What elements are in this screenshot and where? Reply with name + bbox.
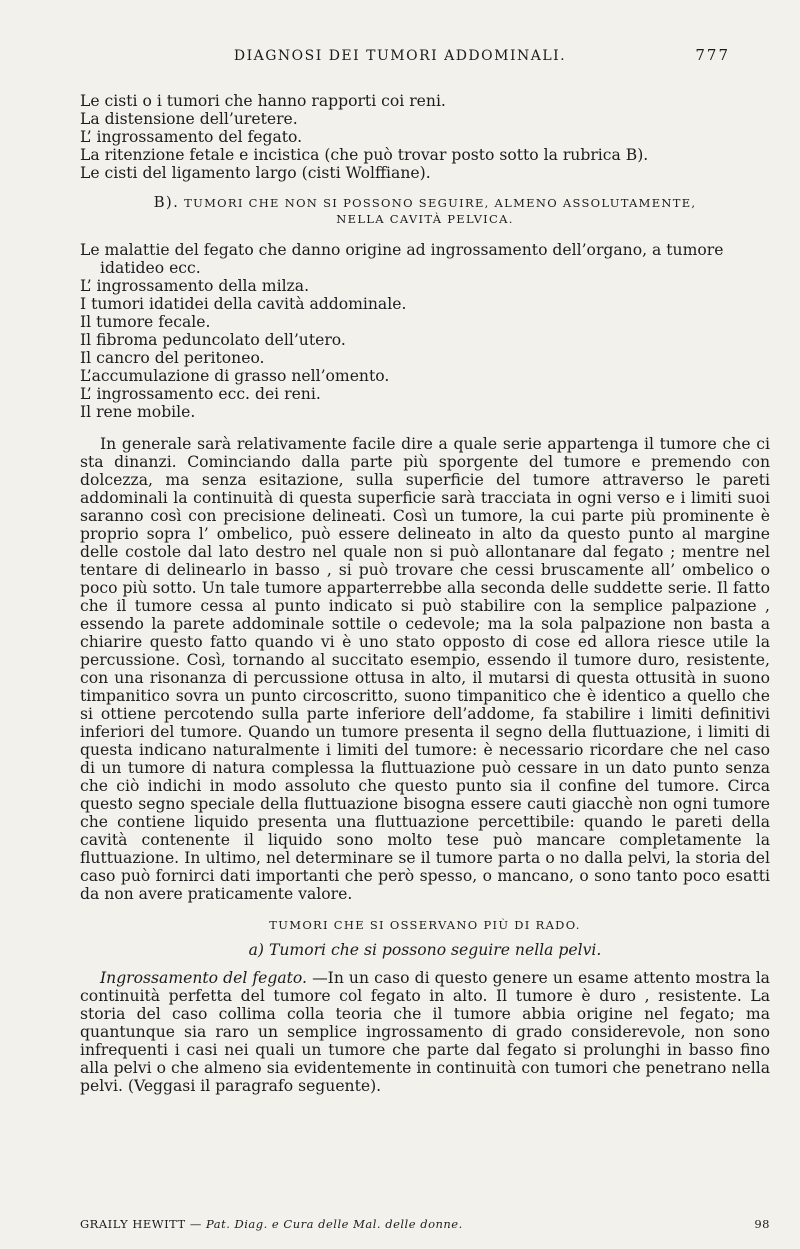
page-footer [80, 1217, 770, 1231]
list-item: I tumori idatidei della cavità addominale. [80, 295, 407, 313]
list-item: Le cisti del ligamento largo (cisti Wolffiane). [80, 164, 431, 182]
page-content [80, 92, 770, 1105]
list-item: Le cisti o i tumori che hanno rapporti coi reni. [80, 92, 446, 110]
list-item: Le malattie del fegato che danno origine ad ingrossamento dell’organo, a tumore idatideo ecc. [80, 241, 724, 277]
list-item: L’accumulazione di grasso nell’omento. [80, 367, 390, 385]
list-item: Il fibroma peduncolato dell’utero. [80, 331, 346, 349]
list-item: L’ ingrossamento del fegato. [80, 128, 303, 146]
list-item: La distensione dell’uretere. [80, 110, 298, 128]
section-b-heading [80, 194, 770, 227]
list-item: Il tumore fecale. [80, 313, 211, 331]
liver-paragraph-lead: Ingrossamento del fegato. [100, 969, 307, 987]
footer-signature: 98 [754, 1217, 770, 1231]
list-item: La ritenzione fetale e incistica (che può trovar posto sotto la rubrica B). [80, 146, 649, 164]
list-item: Il cancro del peritoneo. [80, 349, 265, 367]
footer-author: GRAILY HEWITT — [80, 1217, 202, 1231]
section-b-prefix: B). [153, 193, 180, 211]
list-item: L’ ingrossamento ecc. dei reni. [80, 385, 321, 403]
liver-paragraph [80, 969, 770, 1095]
list-a [80, 92, 770, 182]
page-number: 777 [695, 46, 730, 64]
main-paragraph: In generale sarà relativamente facile dire a quale serie appartenga il tumore che ci sta dinanzi. Cominciando dalla parte più sporgente del tumore e premendo con dolcezza, ma senza esitazione, sulla superficie del tumore attraverso le pareti addominali la continuità di questa superficie sarà tracciata in ogni verso e i limiti suoi saranno così con precisione delineati. Così un tumore, la cui parte più prominente è proprio sopra l’ ombelico, può essere delineato in alto da questo punto al margine delle costole dal lato destro nel quale non si può allontanare dal fegato ; mentre nel tentare di delinearlo in basso , si può trovare che cessi bruscamente all’ ombelico o poco più sotto. Un tale tumore apparterrebbe alla seconda delle suddette serie. Il fatto che il tumore cessa al punto indicato si può stabilire con la semplice palpazione , essendo la parete addominale sottile o cedevole; ma la sola palpazione non basta a chiarire questo fatto quando vi è uno stato opposto di cose ed allora riesce utile la percussione. Così, tornando al succitato esempio, essendo il tumore duro, resistente, con una risonanza di percussione ottusa in alto, il mutarsi di questa ottusità in suono timpanitico sovra un punto circoscritto, suono timpanitico che è identico a quello che si ottiene percotendo sulla parte inferiore dell’addome, fa stabilire i limiti definitivi inferiori del tumore. Quando un tumore presenta il segno della fluttuazione, i limiti di questa indicano naturalmente i limiti del tumore: è necessario ricordare che nel caso di un tumore di natura complessa la fluttuazione può cessare in un dato punto senza che ciò indichi in modo assoluto che questo punto sia il confine del tumore. Circa questo segno speciale della fluttuazione bisogna essere cauti giacchè non ogni tumore che contiene liquido presenta una fluttuazione percettibile: quando le pareti della cavità contenente il liquido sono molto tese può mancare completamente la fluttuazione. In ultimo, nel determinare se il tumore parta o no dalla pelvi, la storia del caso può fornirci dati importanti che però spesso, o mancano, o sono tanto poco esatti da non avere praticamente valore. [80, 435, 770, 903]
section-c-title: TUMORI CHE SI OSSERVANO PIÙ DI RADO. [269, 918, 581, 932]
liver-paragraph-text: —In un caso di questo genere un esame attento mostra la continuità perfetta del tumore col fegato in alto. Il tumore è duro , resistente. La storia del caso collima colla teoria che il tumore abbia origine nel fegato; ma quantunque sia raro un semplice ingrossamento di grado considerevole, non sono infrequenti i casi nei quali un tumore che parte dal fegato si prolunghi in basso fino alla pelvi o che almeno sia evidentemente in continuità con tumori che penetrano nella pelvi. (Veggasi il paragrafo seguente). [80, 969, 770, 1095]
list-item: L’ ingrossamento della milza. [80, 277, 310, 295]
list-b [80, 241, 770, 421]
section-b-title-line2: NELLA CAVITÀ PELVICA. [336, 212, 514, 226]
section-c-heading [80, 917, 770, 933]
running-title: DIAGNOSI DEI TUMORI ADDOMINALI. [233, 48, 567, 64]
footer-title: Pat. Diag. e Cura delle Mal. delle donne. [201, 1217, 463, 1231]
section-b-title-line1: TUMORI CHE NON SI POSSONO SEGUIRE, ALMENO ASSOLUTAMENTE, [184, 196, 697, 210]
section-c-subheading: a) Tumori che si possono seguire nella pelvi. [248, 941, 602, 959]
list-item: Il rene mobile. [80, 403, 196, 421]
